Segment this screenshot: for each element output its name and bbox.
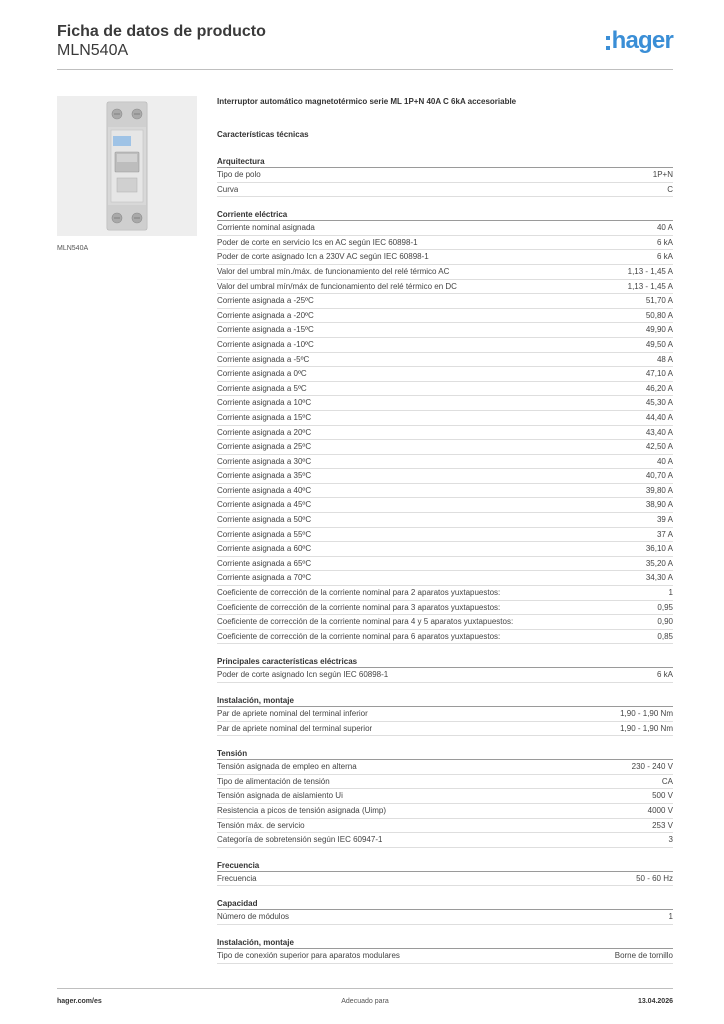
spec-label: Corriente asignada a 30ºC	[217, 456, 312, 466]
spec-section	[217, 197, 673, 644]
spec-value: 49,90 A	[645, 325, 673, 335]
spec-label: Corriente asignada a 55ºC	[217, 529, 312, 539]
spec-label: Corriente asignada a -10ºC	[217, 339, 314, 349]
spec-label: Tipo de alimentación de tensión	[217, 776, 330, 786]
hager-logo	[606, 28, 673, 54]
spec-row	[217, 396, 673, 411]
spec-value: 44,40 A	[645, 412, 673, 422]
spec-row	[217, 353, 673, 368]
spec-row	[217, 382, 673, 397]
spec-row	[217, 367, 673, 382]
spec-label: Corriente asignada a 70ºC	[217, 573, 312, 583]
spec-row	[217, 280, 673, 295]
section-title: Instalación, montaje	[217, 694, 673, 707]
spec-value: 51,70 A	[645, 296, 673, 306]
product-code: MLN540A	[57, 42, 129, 59]
spec-value: 1,90 - 1,90 Nm	[620, 723, 673, 733]
section-title: Capacidad	[217, 897, 673, 910]
spec-value: 48 A	[656, 354, 673, 364]
spec-value: 0,90	[657, 617, 673, 627]
spec-label: Corriente asignada a 35ºC	[217, 471, 312, 481]
spec-label: Corriente asignada a 0ºC	[217, 369, 307, 379]
spec-value: 1,13 - 1,45 A	[627, 281, 673, 291]
specs-title: Características técnicas	[217, 130, 309, 139]
spec-row	[217, 872, 673, 887]
spec-value: 40,70 A	[645, 471, 673, 481]
spec-label: Tipo de conexión superior para aparatos modulares	[217, 950, 400, 960]
section-title: Principales características eléctricas	[217, 655, 673, 668]
spec-value: CA	[661, 776, 673, 786]
spec-row	[217, 528, 673, 543]
spec-row	[217, 833, 673, 848]
spec-value: 4000 V	[647, 805, 673, 815]
product-image	[57, 96, 197, 236]
document-title: Ficha de datos de producto	[57, 23, 266, 40]
spec-value: 46,20 A	[645, 383, 673, 393]
spec-value: 40 A	[656, 456, 673, 466]
spec-value: 253 V	[652, 820, 673, 830]
spec-label: Valor del umbral mín./máx. de funcionamiento del relé térmico AC	[217, 266, 450, 276]
spec-label: Coeficiente de corrección de la corriente nominal para 2 aparatos yuxtapuestos:	[217, 588, 501, 598]
section-title: Instalación, montaje	[217, 936, 673, 949]
spec-value: 1,90 - 1,90 Nm	[620, 709, 673, 718]
logo-text: hager	[611, 27, 673, 54]
spec-value: 43,40 A	[645, 427, 673, 437]
spec-label: Tensión máx. de servicio	[217, 820, 305, 830]
spec-row	[217, 804, 673, 819]
spec-label: Resistencia a picos de tensión asignada (Uimp)	[217, 805, 386, 815]
spec-value: 500 V	[652, 791, 673, 801]
spec-value: 1P+N	[652, 170, 673, 179]
spec-label: Poder de corte asignado Icn según IEC 60898-1	[217, 670, 389, 680]
spec-label: Par de apriete nominal del terminal inferior	[217, 709, 368, 718]
spec-value: 42,50 A	[645, 442, 673, 452]
spec-label: Poder de corte en servicio Ics en AC según IEC 60898-1	[217, 237, 418, 247]
spec-value: 37 A	[656, 529, 673, 539]
spec-value: 40 A	[656, 223, 673, 233]
spec-value: 47,10 A	[645, 369, 673, 379]
spec-row	[217, 707, 673, 722]
spec-label: Corriente asignada a 15ºC	[217, 412, 312, 422]
spec-label: Par de apriete nominal del terminal superior	[217, 723, 373, 733]
spec-value: 6 kA	[656, 237, 673, 247]
page-footer	[57, 988, 673, 1024]
spec-label: Tensión asignada de empleo en alterna	[217, 762, 357, 772]
spec-row	[217, 309, 673, 324]
spec-label: Corriente asignada a 65ºC	[217, 558, 312, 568]
spec-row	[217, 910, 673, 925]
section-title: Corriente eléctrica	[217, 208, 673, 221]
spec-row	[217, 338, 673, 353]
spec-row	[217, 668, 673, 683]
spec-value: 35,20 A	[645, 558, 673, 568]
spec-row	[217, 571, 673, 586]
spec-label: Corriente asignada a -25ºC	[217, 296, 314, 306]
footer-date: 13.04.2026	[637, 998, 673, 1005]
spec-value: 39,80 A	[645, 485, 673, 495]
spec-label: Corriente asignada a 20ºC	[217, 427, 312, 437]
spec-value: 6 kA	[656, 252, 673, 262]
spec-value: 1	[668, 912, 673, 922]
spec-label: Corriente asignada a 25ºC	[217, 442, 312, 452]
spec-label: Corriente asignada a 40ºC	[217, 485, 312, 495]
spec-row	[217, 513, 673, 528]
spec-label: Número de módulos	[217, 912, 290, 922]
spec-section	[217, 886, 673, 925]
spec-row	[217, 294, 673, 309]
spec-label: Corriente asignada a 60ºC	[217, 544, 312, 554]
spec-row	[217, 760, 673, 775]
spec-row	[217, 411, 673, 426]
spec-label: Corriente asignada a 45ºC	[217, 500, 312, 510]
spec-row	[217, 722, 673, 737]
spec-row	[217, 601, 673, 616]
spec-label: Corriente asignada a -5ºC	[217, 354, 310, 364]
spec-row	[217, 630, 673, 645]
spec-row	[217, 484, 673, 499]
spec-label: Coeficiente de corrección de la corriente nominal para 3 aparatos yuxtapuestos:	[217, 602, 501, 612]
section-title: Tensión	[217, 747, 673, 760]
spec-value: 38,90 A	[645, 500, 673, 510]
spec-row	[217, 236, 673, 251]
spec-label: Corriente asignada a 50ºC	[217, 515, 312, 525]
spec-value: Borne de tornillo	[614, 950, 673, 960]
spec-value: 1	[668, 588, 673, 598]
spec-row	[217, 168, 673, 183]
spec-label: Categoría de sobretensión según IEC 60947-1	[217, 835, 383, 845]
logo-colon-mark	[606, 36, 610, 50]
spec-label: Tipo de polo	[217, 170, 261, 179]
footer-suitable-for: Adecuado para	[341, 998, 389, 1005]
spec-row	[217, 615, 673, 630]
spec-value: 1,13 - 1,45 A	[627, 266, 673, 276]
spec-value: 3	[668, 835, 673, 845]
spec-label: Tensión asignada de aislamiento Ui	[217, 791, 343, 801]
spec-panel	[217, 96, 673, 964]
spec-label: Corriente asignada a 5ºC	[217, 383, 307, 393]
spec-label: Curva	[217, 184, 239, 194]
spec-row	[217, 469, 673, 484]
spec-label: Frecuencia	[217, 873, 257, 883]
spec-label: Corriente asignada a -15ºC	[217, 325, 314, 335]
spec-label: Valor del umbral mín/máx de funcionamiento del relé térmico en DC	[217, 281, 457, 291]
spec-row	[217, 789, 673, 804]
spec-row	[217, 775, 673, 790]
spec-row	[217, 323, 673, 338]
spec-row	[217, 949, 673, 964]
spec-value: 6 kA	[656, 670, 673, 680]
spec-row	[217, 440, 673, 455]
spec-row	[217, 265, 673, 280]
spec-value: 45,30 A	[645, 398, 673, 408]
circuit-breaker-image	[57, 96, 197, 236]
spec-section	[217, 925, 673, 964]
section-title: Frecuencia	[217, 859, 673, 872]
spec-row	[217, 498, 673, 513]
spec-value: 34,30 A	[645, 573, 673, 583]
spec-label: Corriente asignada a -20ºC	[217, 310, 314, 320]
spec-value: 39 A	[656, 515, 673, 525]
product-name: Interruptor automático magnetotérmico serie ML 1P+N 40A C 6kA accesoriable	[217, 97, 517, 106]
spec-row	[217, 183, 673, 198]
spec-label: Coeficiente de corrección de la corriente nominal para 6 aparatos yuxtapuestos:	[217, 631, 501, 641]
page-header	[57, 20, 673, 70]
spec-label: Corriente nominal asignada	[217, 223, 315, 233]
spec-row	[217, 426, 673, 441]
spec-section	[217, 683, 673, 736]
spec-row	[217, 819, 673, 834]
spec-row	[217, 250, 673, 265]
spec-label: Poder de corte asignado Icn a 230V AC según IEC 60898-1	[217, 252, 429, 262]
spec-section	[217, 736, 673, 848]
spec-row	[217, 221, 673, 236]
spec-section	[217, 155, 673, 197]
section-title: Arquitectura	[217, 155, 673, 168]
spec-value: 36,10 A	[645, 544, 673, 554]
footer-website: hager.com/es	[57, 998, 102, 1005]
spec-value: 50,80 A	[645, 310, 673, 320]
spec-row	[217, 455, 673, 470]
spec-section	[217, 644, 673, 683]
spec-value: 0,85	[657, 631, 673, 641]
spec-label: Corriente asignada a 10ºC	[217, 398, 312, 408]
spec-row	[217, 557, 673, 572]
spec-value: 0,95	[657, 602, 673, 612]
spec-section	[217, 848, 673, 887]
spec-value: 50 - 60 Hz	[636, 873, 673, 883]
spec-row	[217, 586, 673, 601]
spec-value: 49,50 A	[645, 339, 673, 349]
spec-label: Coeficiente de corrección de la corriente nominal para 4 y 5 aparatos yuxtapuestos:	[217, 617, 514, 627]
spec-value: C	[667, 184, 673, 194]
image-caption: MLN540A	[57, 245, 89, 252]
spec-sections	[217, 155, 673, 964]
spec-value: 230 - 240 V	[631, 762, 673, 772]
spec-row	[217, 542, 673, 557]
